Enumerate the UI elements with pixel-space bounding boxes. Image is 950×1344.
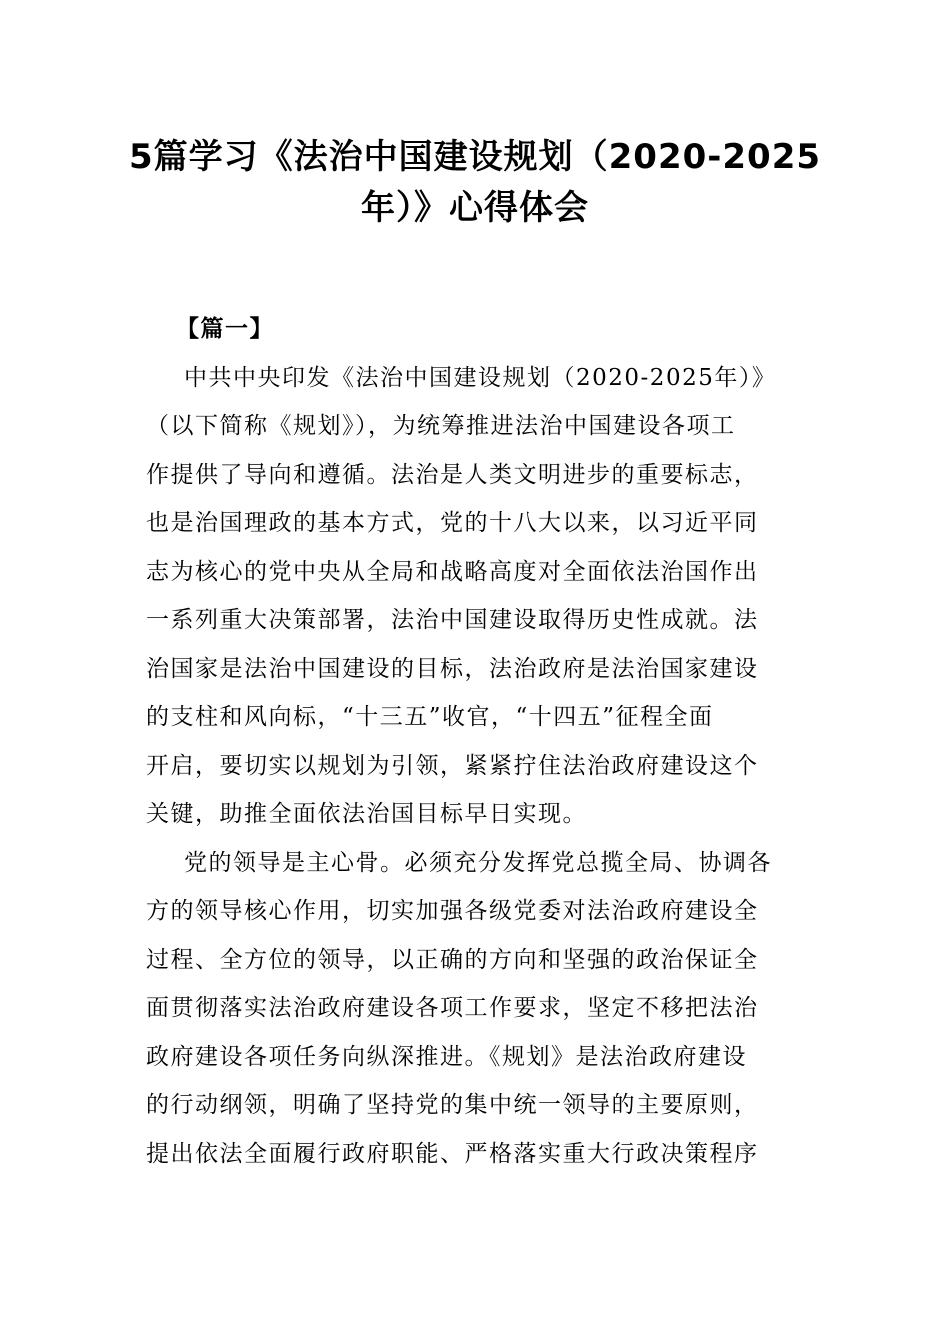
paragraph-2: [146, 839, 806, 1179]
paragraph-line: 政府建设各项任务向纵深推进。《规划》是法治政府建设: [146, 1043, 747, 1070]
paragraph-line: 方的领导核心作用，切实加强各级党委对法治政府建设全: [146, 898, 759, 924]
paragraph-line: 面贯彻落实法治政府建设各项工作要求，坚定不移把法治: [146, 995, 759, 1021]
paragraph-line: 的行动纲领，明确了坚持党的集中统一领导的主要原则，: [146, 1092, 759, 1118]
paragraph-line: 的支柱和风向标，“十三五”收官，“十四五”征程全面: [146, 704, 714, 730]
paragraph-line: 也是治国理政的基本方式，党的十八大以来，以习近平同: [146, 510, 759, 536]
paragraph-line: 过程、全方位的领导，以正确的方向和坚强的政治保证全: [146, 946, 759, 973]
paragraph-line: 提出依法全面履行政府职能、严格落实重大行政决策程序: [146, 1140, 759, 1167]
paragraph-line: 作提供了导向和遵循。法治是人类文明进步的重要标志，: [146, 461, 759, 488]
paragraph-line: 党的领导是主心骨。必须充分发挥党总揽全局、协调各: [184, 849, 772, 876]
paragraph-line: 中共中央印发《法治中国建设规划（2020-2025年）》: [184, 364, 777, 391]
paragraph-line: 关键，助推全面依法治国目标早日实现。: [146, 801, 587, 827]
paragraph-line: 志为核心的党中央从全局和战略高度对全面依法治国作出: [146, 558, 759, 585]
title-line: 年）》心得体会: [361, 188, 589, 228]
document-title: [120, 132, 830, 234]
title-line: 5篇学习《法治中国建设规划（2020-2025: [128, 137, 822, 177]
document-body: [146, 305, 806, 1178]
paragraph-line: 治国家是法治中国建设的目标，法治政府是法治国家建设: [146, 655, 759, 682]
paragraph-line: 开启，要切实以规划为引领，紧紧拧住法治政府建设这个: [146, 752, 759, 779]
paragraph-line: 一系列重大决策部署，法治中国建设取得历史性成就。法: [146, 607, 759, 633]
paragraph-line: （以下简称《规划》），为统筹推进法治中国建设各项工: [146, 413, 736, 439]
section-label: 【篇一】: [176, 315, 274, 342]
paragraph-1: [146, 354, 806, 839]
